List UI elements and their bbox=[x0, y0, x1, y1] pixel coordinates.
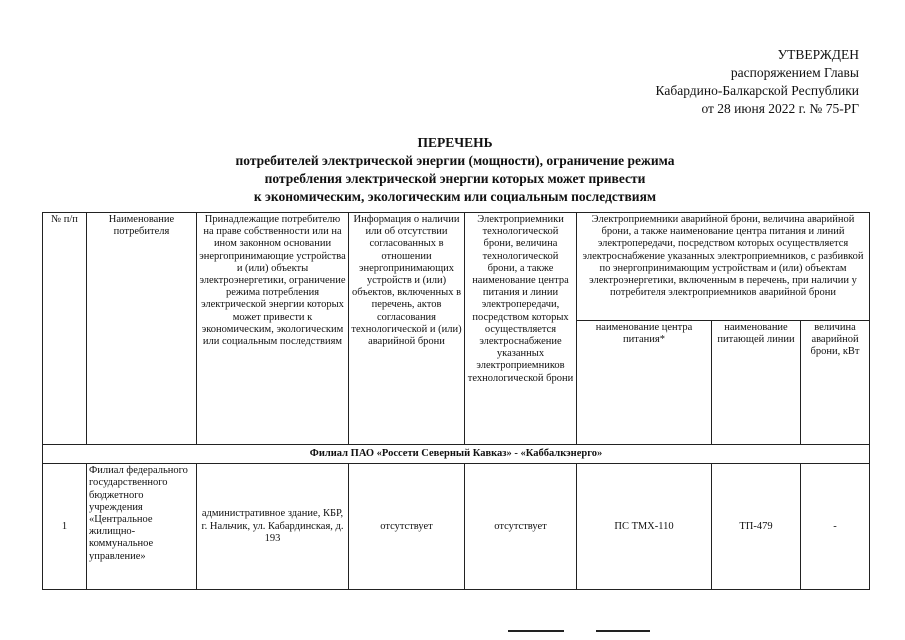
scan-artifact bbox=[596, 630, 650, 632]
header-info: Информация о наличии или об отсутствии согласованных в отношении энергопринимающих устройств и (или) объектов, включенных в перечень, актов согласования технологической и (или) аварийной брони bbox=[349, 213, 465, 445]
table-row bbox=[43, 464, 870, 590]
row-info: отсутствует bbox=[349, 464, 465, 590]
header-devices: Принадлежащие потребителю на праве собственности или на ином законном основании энергопринимающие устройства и (или) объекты электроэнергетики, ограничение режима потребления электрической энергии которых может привести к экономическим, экологическим или социальным последствиям bbox=[197, 213, 349, 445]
approval-line-4: от 28 июня 2022 г. № 75-РГ bbox=[701, 101, 859, 116]
header-emergency: Электроприемники аварийной брони, величина аварийной брони, а также наименование центра питания и линий электропередачи, посредством которых осуществляется электроснабжение указанных электроприемников, с разбивкой по энергопринимающим устройствам и (или) объектам электроэнергетики, включенным в перечень, при наличии у потребителя электроприемников аварийной брони bbox=[577, 213, 870, 321]
header-num: № п/п bbox=[43, 213, 87, 445]
row-center: ПС ТМХ-110 bbox=[577, 464, 712, 590]
row-num: 1 bbox=[43, 464, 87, 590]
section-row bbox=[43, 445, 870, 464]
row-tech: отсутствует bbox=[465, 464, 577, 590]
heading-line-3: к экономическим, экологическим или социальным последствиям bbox=[253, 189, 657, 204]
section-title: Филиал ПАО «Россети Северный Кавказ» - «Каббалкэнерго» bbox=[43, 445, 870, 464]
row-line: ТП-479 bbox=[712, 464, 801, 590]
row-name: Филиал федерального государственного бюджетного учреждения «Центральное жилищно-коммунальное управление» bbox=[87, 464, 197, 590]
scan-artifact bbox=[508, 630, 564, 632]
heading-line-1: потребителей электрической энергии (мощности), ограничение режима bbox=[235, 153, 675, 168]
row-value: - bbox=[801, 464, 870, 590]
heading-line-2: потребления электрической энергии которых может привести bbox=[264, 171, 646, 186]
header-value: величина аварийной брони, кВт bbox=[801, 321, 870, 445]
approval-line-3: Кабардино-Балкарской Республики bbox=[655, 83, 859, 98]
row-devices: административное здание, КБР, г. Нальчик, ул. Кабардинская, д. 193 bbox=[197, 464, 349, 590]
header-center: наименование центра питания* bbox=[577, 321, 712, 445]
consumers-table bbox=[42, 212, 870, 590]
header-row-1 bbox=[43, 213, 870, 321]
document-heading bbox=[150, 134, 760, 206]
approval-line-1: УТВЕРЖДЕН bbox=[777, 47, 859, 62]
approval-stamp bbox=[579, 46, 859, 118]
header-line: наименование питающей линии bbox=[712, 321, 801, 445]
header-tech: Электроприемники технологической брони, величина технологической брони, а также наименование центра питания и линии электропередачи, посредством которых осуществляется электроснабжение указанных электроприемников технологической брони bbox=[465, 213, 577, 445]
approval-line-2: распоряжением Главы bbox=[730, 65, 859, 80]
header-name: Наименование потребителя bbox=[87, 213, 197, 445]
document-title: ПЕРЕЧЕНЬ bbox=[417, 135, 493, 150]
